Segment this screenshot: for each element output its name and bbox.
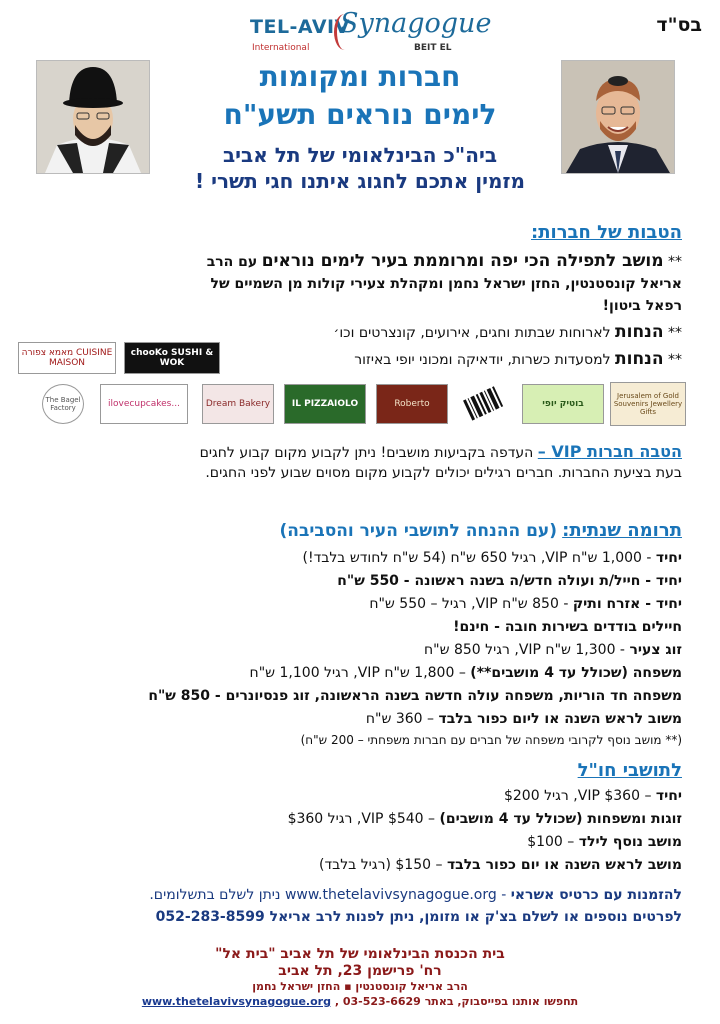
bsd-mark: בס"ד: [656, 14, 702, 36]
bullet: **: [668, 254, 682, 270]
synagogue-logo: [246, 8, 492, 58]
title-line-1: חברות ומקומות: [259, 60, 461, 93]
abroad-row: [32, 811, 682, 827]
cantor-photo: [36, 60, 150, 174]
annual-row-label: משוב לראש השנה או ליום כפור בלבד: [438, 711, 682, 727]
logo-text-beitel: BEIT EL: [414, 43, 452, 53]
abroad-row-price: – $360 VIP, רגיל $200: [503, 788, 656, 804]
partner-logo-mama-tzipora: מאמא צפורה CUISINE MAISON: [18, 342, 116, 374]
footer-staff: הרב אריאל קונסטנטין ▪ החזן ישראל נחמן: [252, 980, 468, 993]
bullet: **: [668, 352, 682, 368]
abroad-row-label: מושב נוסף לילד: [578, 834, 682, 850]
abroad-row: [32, 834, 682, 850]
partner-logo-chooko: chooKo SUSHI & WOK: [124, 342, 220, 374]
annual-row: [32, 573, 682, 589]
logo-text-synagogue: Synagogue: [340, 8, 492, 39]
logo-text-telaviv: TEL-AVIV: [250, 16, 350, 38]
contact-line-1: [32, 887, 682, 903]
benefit-2-bold: הנחות: [615, 322, 664, 342]
annual-row: [32, 688, 682, 704]
annual-row: [32, 550, 682, 566]
annual-heading-note: (עם ההנחה לתושבי העיר והסביבה): [279, 521, 558, 541]
annual-row-price: - 850 ש"ח VIP, רגיל – 550 ש"ח: [369, 596, 573, 612]
vip-heading: הטבה חברות VIP –: [537, 442, 682, 461]
vip-line-1: [32, 442, 682, 461]
footer-address: רח' פרישמן 23, תל אביב: [278, 963, 442, 979]
barcode-icon: [458, 382, 510, 424]
annual-row-label: משפחה חד הוריות, משפחה עולה חדשה בשנה הראשונה, זוג פנסיונרים - 850 ש"ח: [148, 688, 682, 704]
footer-links-row: [0, 995, 720, 1008]
annual-row-label: זוג צעיר: [629, 642, 682, 658]
annual-heading-row: [280, 520, 683, 541]
annual-row: [32, 619, 682, 635]
abroad-row-price: – $150 (רגיל בלבד): [319, 857, 447, 873]
partner-logo-il-pizzaiolo: IL PIZZAIOLO: [284, 384, 366, 424]
annual-row-label: יחיד: [655, 550, 682, 566]
annual-row-price: – 360 ש"ח: [365, 711, 439, 727]
partner-logo-roberto: Roberto: [376, 384, 448, 424]
benefit-1-line-2: אריאל קונסטנטין, החזן ישראל נחמן ומקהלת צעירי קולות מן השמיים של: [210, 276, 682, 292]
abroad-heading: לתושבי חו"ל: [577, 760, 682, 781]
benefit-2-rest: לארוחות שבתות וחגים, אירועים, קונצרטים וכו׳: [333, 325, 611, 341]
benefit-1-line-3: רפאל ביטון!: [602, 298, 682, 314]
benefit-item-2: [32, 322, 682, 342]
abroad-row: [32, 857, 682, 873]
abroad-row-price: – $540 VIP, רגיל $360: [287, 811, 440, 827]
footer-facebook-text: תחפשו אותנו בפייסבוק, באתר: [424, 995, 579, 1008]
annual-row-price: – 1,800 ש"ח VIP, רגיל 1,100 ש"ח: [249, 665, 471, 681]
annual-row: [32, 596, 682, 612]
contact-credit-label: להזמנות עם כרטיס אשראי: [510, 887, 682, 903]
contact-credit-text: - www.thetelavivsynagogue.org ניתן לשלם בתשלומים.: [149, 887, 511, 903]
benefit-item-3: [262, 349, 682, 369]
benefit-3-bold: הנחות: [615, 349, 664, 369]
benefit-1-bold: מושב לתפילה הכי יפה ומרוממת בעיר לימים נוראים: [261, 251, 664, 271]
vip-line-2: בעת בציעת החברות. חברים רגילים יכולים לקבוע מקום מסוים שבוע לפני החגים.: [205, 465, 682, 481]
abroad-row-label: יחיד: [655, 788, 682, 804]
benefits-heading: הטבות של חברות:: [531, 222, 682, 243]
contact-line-2: לפרטים נוספים או לשלם בצ'ק או מזומן, ניתן לפנות לרב אריאל 052-283-8599: [155, 909, 682, 925]
annual-row-label: יחיד - אזרח ותיק: [572, 596, 682, 612]
website-link[interactable]: www.thetelavivsynagogue.org: [141, 995, 331, 1008]
annual-row-price: - 1,000 ש"ח VIP, רגיל 650 ש"ח (54 ש"ח לחודש בלבד!): [302, 550, 656, 566]
footer-phone: , 03-523-6629: [334, 995, 421, 1008]
annual-row-label: חיילים בודדים בשירות חובה - חינם!: [453, 619, 682, 635]
annual-heading: תרומה שנתית:: [562, 520, 682, 541]
bullet: **: [668, 325, 682, 341]
annual-row-price: - 1,300 ש"ח VIP, רגיל 850 ש"ח: [424, 642, 630, 658]
subtitle-line-2: מזמין אתכם לחגוג איתנו חגי תשרי !: [194, 169, 526, 193]
logo-text-international: International: [252, 43, 310, 53]
partner-logo-beauty-boutique: בוטיק יופי: [522, 384, 604, 424]
annual-footnote: (** מושב נוסף לקרובי משפחה של חברים עם חברות משפחתי – 200 ש"ח): [300, 733, 682, 747]
partner-logo-bakery: Dream Bakery: [202, 384, 274, 424]
footer-synagogue-name: בית הכנסת הבינלאומי של תל אביב "בית אל": [215, 946, 505, 962]
benefit-3-rest: למסעדות כשרות, יודאיקה ומכוני יופי באיזור: [354, 352, 611, 368]
annual-row-label: משפחה (שכולל עד 4 מושבים**): [470, 665, 682, 681]
vip-text-1: העדפה בקביעות מושבים! ניתן לקבוע מקום קבוע לחגים: [199, 445, 534, 461]
rabbi-photo: [561, 60, 675, 174]
benefit-item-1: [32, 251, 682, 271]
abroad-row-price: – $100: [527, 834, 579, 850]
annual-row: [32, 642, 682, 658]
abroad-row: [32, 788, 682, 804]
abroad-row-label: מושב לראש השנה או יום כפור בלבד: [446, 857, 682, 873]
annual-row-label: יחיד - חייל/ת ועולה חדש/ה בשנה ראשונה - 550 ש"ח: [337, 573, 682, 589]
annual-row: [32, 665, 682, 681]
partner-logo-ilovecupcakes: ilovecupcakes...: [100, 384, 188, 424]
abroad-row-label: זוגות ומשפחות (שכולל עד 4 מושבים): [439, 811, 682, 827]
benefit-1-rest: עם הרב: [206, 254, 258, 270]
title-line-2: לימים נוראים תשע"ח: [223, 98, 497, 131]
partner-logo-bagel-factory: The Bagel Factory: [42, 384, 84, 424]
annual-row: [32, 711, 682, 727]
subtitle-line-1: ביה"כ הבינלאומי של תל אביב: [222, 143, 498, 167]
partner-logo-jerusalem-of-gold: Jerusalem of Gold Souvenirs Jewellery Gifts: [610, 382, 686, 426]
